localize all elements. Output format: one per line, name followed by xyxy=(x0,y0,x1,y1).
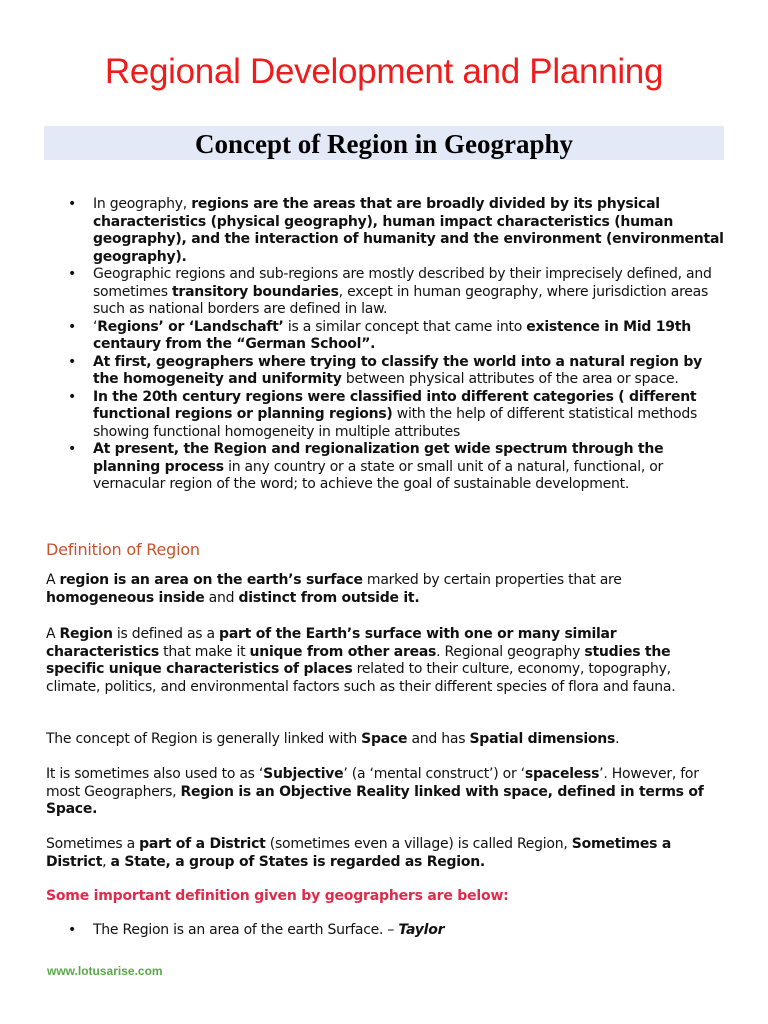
text-run: and has xyxy=(407,731,470,747)
text-run: , except in human geography, where jurisdiction areas such as national borders are defined in law. xyxy=(93,283,709,317)
text-run: in any country or a state or small unit of a natural, functional, or vernacular region of the word; to achieve the goal of sustainable development. xyxy=(93,458,664,492)
bold-text-run: At present, the Region and regionalization get wide spectrum through the planning process xyxy=(93,441,664,475)
bold-text-run: part of the Earth’s surface with one or many similar characteristics xyxy=(46,626,617,660)
bold-text-run: existence in Mid 19th centaury from the “German School”. xyxy=(93,318,691,352)
definitions-list xyxy=(68,922,445,940)
text-run: (sometimes even a village) is called Region, xyxy=(265,836,572,852)
bold-text-run: At first, geographers where trying to classify the world into a natural region by the homogeneity and uniformity xyxy=(93,353,702,387)
bullet-marker: • xyxy=(68,388,77,405)
bold-text-run: homogeneous inside xyxy=(46,589,205,606)
text-run: is a similar concept that came into xyxy=(283,318,527,335)
important-definitions-heading: Some important definition given by geographers are below: xyxy=(46,888,509,904)
text-run: with the help of different statistical methods showing functional homogeneity in multiple attributes xyxy=(93,406,698,440)
text-run: It is sometimes also used to as ‘ xyxy=(46,766,264,782)
paragraph-region-characteristics xyxy=(46,626,726,696)
bold-text-run: Taylor xyxy=(398,922,445,938)
bullet-text xyxy=(93,389,697,440)
bullet-item xyxy=(68,441,725,494)
text-run: ‘ xyxy=(93,318,98,335)
footer-website: www.lotusarise.com xyxy=(47,964,163,978)
bold-text-run: region is an area on the earth’s surface xyxy=(59,572,363,588)
bullet-marker: • xyxy=(68,318,77,335)
bold-text-run: regions are the areas that are broadly divided by its physical characteristics (physical geography), human impact characteristics (human geography), and the interaction of humanity and the environment (environmental geography). xyxy=(93,196,724,265)
bold-text-run: In the 20th century regions were classified into different categories ( different functional regions or planning regions) xyxy=(93,388,697,422)
bold-text-run: unique from other areas xyxy=(249,643,437,660)
paragraph-region-district xyxy=(46,836,726,871)
text-run: . xyxy=(615,731,620,747)
bold-text-run: Space xyxy=(361,731,408,747)
bullet-marker: • xyxy=(68,353,77,370)
text-run: is defined as a xyxy=(112,626,220,642)
concept-bullet-list xyxy=(68,196,725,494)
definition-heading: Definition of Region xyxy=(46,540,200,559)
text-run: related to their culture, economy, topography, climate, politics, and environmental factors such as their different species of flora and fauna. xyxy=(46,661,676,695)
bold-text-run: Subjective xyxy=(263,766,344,782)
bold-text-run: Spatial dimensions xyxy=(469,731,616,747)
bold-text-run: spaceless xyxy=(524,766,600,782)
text-run: The concept of Region is generally linked with xyxy=(46,731,362,747)
page-title: Regional Development and Planning xyxy=(104,52,664,91)
page-subtitle: Concept of Region in Geography xyxy=(195,129,573,159)
text-run: In geography, xyxy=(93,196,192,212)
bold-text-run: transitory boundaries xyxy=(171,283,339,300)
bullet-text xyxy=(93,354,702,388)
text-run: that make it xyxy=(158,643,250,660)
text-run: and xyxy=(204,589,239,606)
bullet-text xyxy=(93,196,724,265)
paragraph-region-definition xyxy=(46,572,726,607)
text-run: A xyxy=(46,626,60,642)
bullet-item xyxy=(68,196,725,266)
bullet-marker: • xyxy=(68,922,77,938)
bold-text-run: distinct from outside it. xyxy=(238,589,420,606)
bullet-item xyxy=(68,353,725,389)
bold-text-run: part of a District xyxy=(139,836,266,852)
text-run: , xyxy=(102,853,111,870)
bold-text-run: Region xyxy=(59,626,113,642)
bullet-item xyxy=(68,388,725,442)
bullet-marker: • xyxy=(68,196,77,212)
bold-text-run: Region is an Objective Reality linked with space, defined in terms of Space. xyxy=(46,783,704,817)
text-run: The Region is an area of the earth Surface. – xyxy=(93,922,399,938)
bullet-text xyxy=(93,319,691,353)
text-run: marked by certain properties that are xyxy=(362,572,622,588)
definition-text xyxy=(93,922,444,938)
text-run: between physical attributes of the area or space. xyxy=(341,371,679,387)
text-run: ’. However, for most Geographers, xyxy=(46,766,699,800)
text-run: Geographic regions and sub-regions are mostly described by their imprecisely defined, and sometimes xyxy=(93,266,712,300)
bold-text-run: Sometimes a District xyxy=(46,836,672,870)
paragraph-region-space xyxy=(46,731,726,749)
text-run: Sometimes a xyxy=(46,836,140,852)
text-run: . Regional geography xyxy=(436,643,585,660)
bullet-marker: • xyxy=(68,266,77,282)
bullet-marker: • xyxy=(68,441,77,457)
bullet-item xyxy=(68,318,725,354)
text-run: A xyxy=(46,572,60,588)
bullet-item xyxy=(68,266,725,319)
bold-text-run: a State, a group of States is regarded as Region. xyxy=(110,853,485,870)
bullet-text xyxy=(93,441,663,492)
text-run: ’ (a ‘mental construct’) or ‘ xyxy=(343,766,525,782)
paragraph-region-subjective xyxy=(46,766,726,819)
definition-item xyxy=(68,922,445,940)
bullet-text xyxy=(93,266,712,317)
bold-text-run: studies the specific unique characteristics of places xyxy=(46,643,671,677)
bold-text-run: Regions’ or ‘Landschaft’ xyxy=(97,318,284,335)
